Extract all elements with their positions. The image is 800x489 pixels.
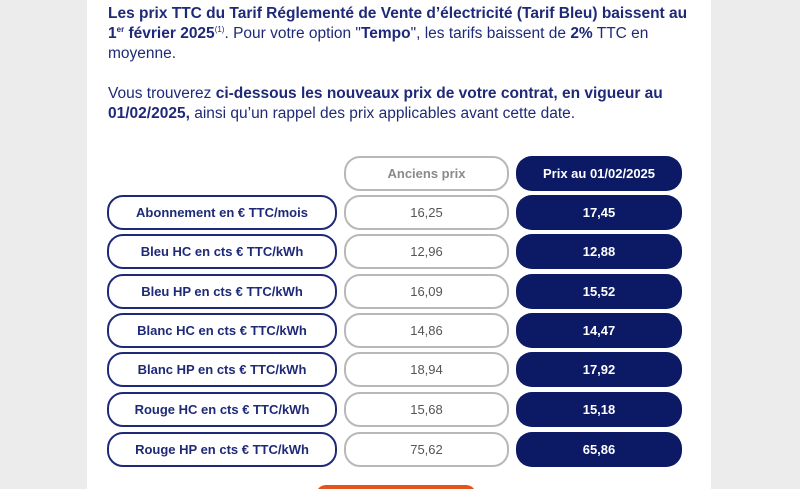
row-label-blanc-hp: Blanc HP en cts € TTC/kWh — [107, 352, 337, 387]
row-old-abonnement: 16,25 — [344, 195, 509, 230]
cta-button[interactable] — [316, 485, 476, 489]
option-name: Tempo — [360, 25, 411, 42]
row-new-bleu-hc: 12,88 — [516, 234, 682, 269]
row-label-bleu-hp: Bleu HP en cts € TTC/kWh — [107, 274, 337, 309]
footnote-ref[interactable]: (1) — [214, 25, 225, 34]
intro-paragraph-2: Vous trouverez ci-dessous les nouveaux prix de votre contrat, en vigueur au 01/02/2025, ainsi qu’un rappel des prix applicables avant cette date. — [108, 85, 663, 122]
row-label-abonnement: Abonnement en € TTC/mois — [107, 195, 337, 230]
row-new-abonnement: 17,45 — [516, 195, 682, 230]
row-label-bleu-hc: Bleu HC en cts € TTC/kWh — [107, 234, 337, 269]
row-new-rouge-hc: 15,18 — [516, 392, 682, 427]
intro-paragraph-1: Les prix TTC du Tarif Réglementé de Vente d’électricité (Tarif Bleu) baissent au 1er février 2025$^{(1)}$. Pour votre option "Tempo", les tarifs baissent de 2% TTC en moyenne. — [108, 5, 688, 62]
row-label-rouge-hp: Rouge HP en cts € TTC/kWh — [107, 432, 337, 467]
row-old-bleu-hp: 16,09 — [344, 274, 509, 309]
intro-headline: Les prix TTC du Tarif Réglementé de Vente d’électricité (Tarif Bleu) baissent au 1er février 2025$^{(1)}$ — [108, 5, 688, 42]
row-new-blanc-hp: 17,92 — [516, 352, 682, 387]
row-label-blanc-hc: Blanc HC en cts € TTC/kWh — [107, 313, 337, 348]
row-new-bleu-hp: 15,52 — [516, 274, 682, 309]
row-old-blanc-hp: 18,94 — [344, 352, 509, 387]
row-old-blanc-hc: 14,86 — [344, 313, 509, 348]
row-new-blanc-hc: 14,47 — [516, 313, 682, 348]
row-old-rouge-hc: 15,68 — [344, 392, 509, 427]
row-label-rouge-hc: Rouge HC en cts € TTC/kWh — [107, 392, 337, 427]
intro-text — [108, 4, 698, 124]
row-old-rouge-hp: 75,62 — [344, 432, 509, 467]
header-old-prices: Anciens prix — [344, 156, 509, 191]
row-old-bleu-hc: 12,96 — [344, 234, 509, 269]
email-card — [87, 0, 711, 489]
row-new-rouge-hp: 65,86 — [516, 432, 682, 467]
header-new-prices: Prix au 01/02/2025 — [516, 156, 682, 191]
decrease-percent: 2% — [570, 25, 593, 42]
